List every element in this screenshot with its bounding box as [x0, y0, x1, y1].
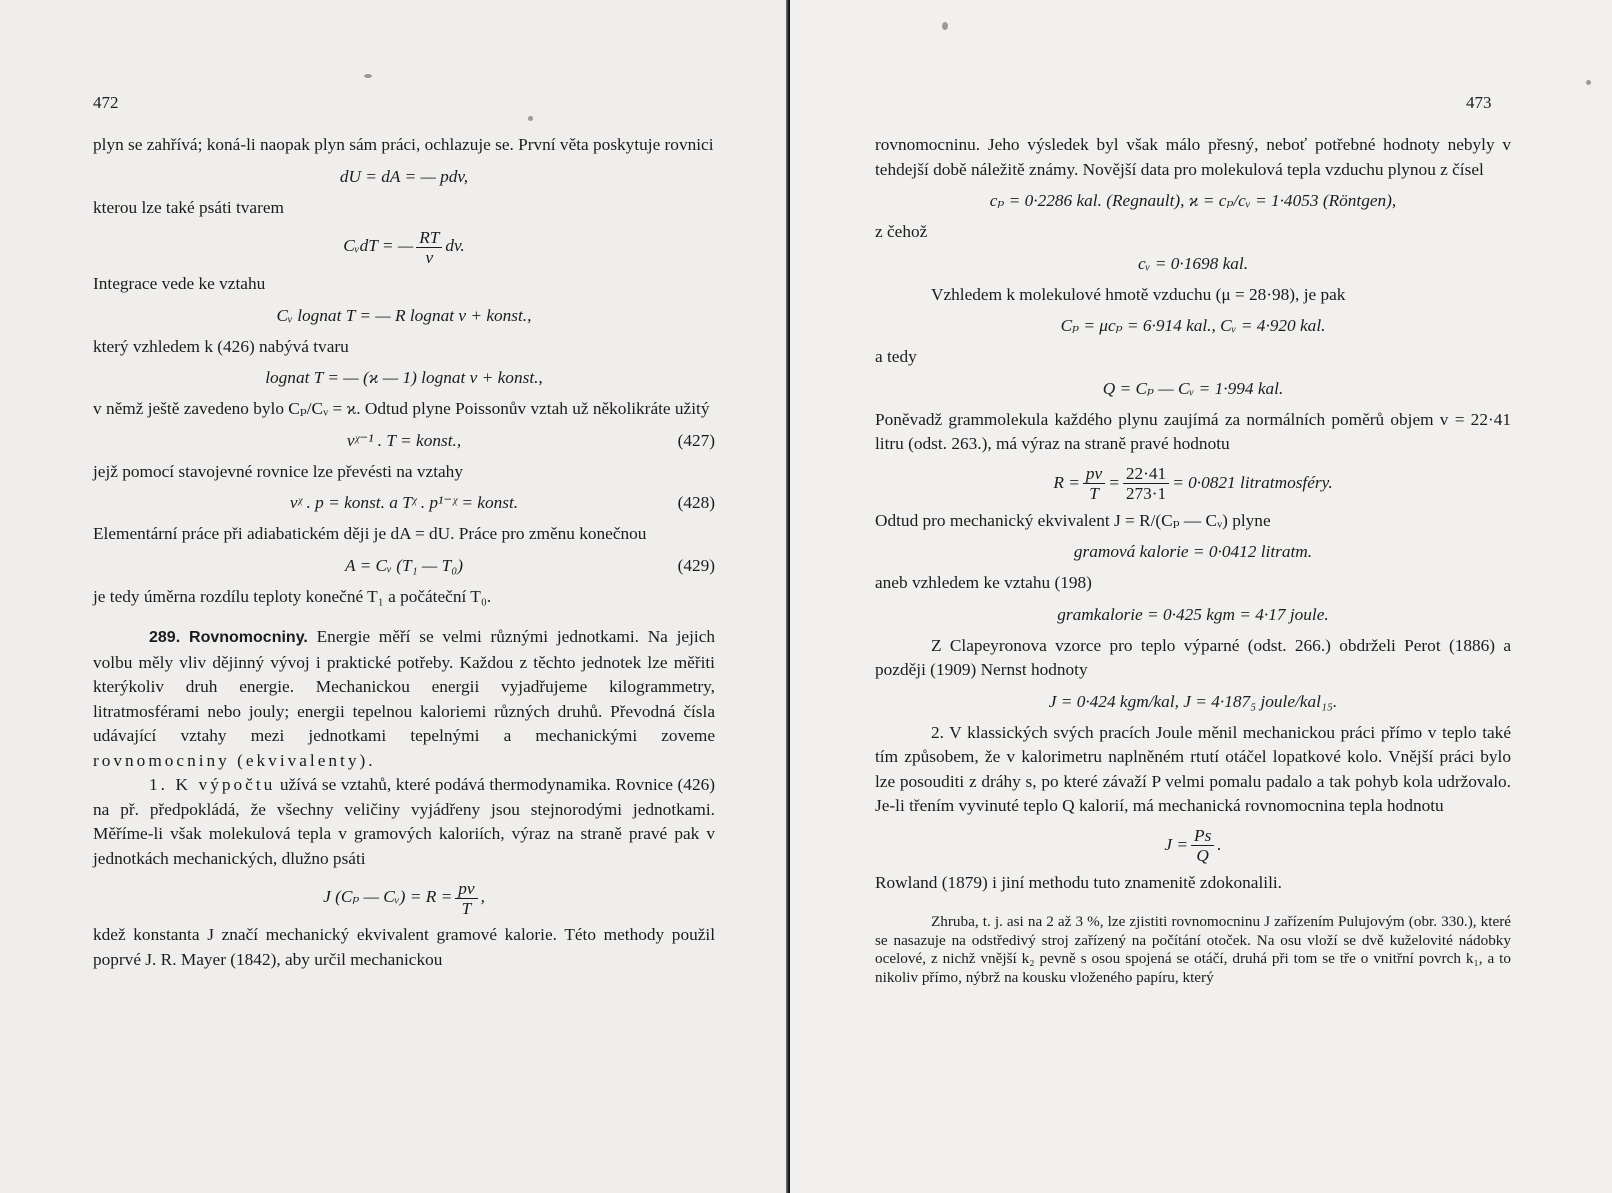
paragraph: 1. K výpočtu užívá se vztahů, které podává thermodynamika. Rovnice (426) na př. předpokládá, že všechny veličiny vyjádřeny jsou stejnorodými jednotkami. Měříme-li však molekulová tepla v gramových kaloriích, výraz na straně pravé pak v jednotkách mechanických, dlužno psáti	[93, 775, 715, 868]
equation: Cᵥ lognat T = — R lognat v + konst.,	[276, 305, 532, 325]
equation: dU = dA = — pdv,	[339, 166, 469, 186]
paragraph: Rowland (1879) i jiní methodu tuto znamenitě zdokonalili.	[875, 872, 1282, 892]
paragraph: rovnomocninu. Jeho výsledek byl však málo přesný, neboť potřebné hodnoty nebyly v tehdejší době náležitě známy. Novější data pro molekulová tepla vzduchu plynou z čísel	[875, 135, 1511, 179]
equation-number: (428)	[677, 493, 715, 512]
fraction	[1083, 464, 1105, 503]
equation-rhs: dv.	[445, 236, 465, 255]
numerator: pv	[455, 879, 477, 899]
paragraph: Elementární práce při adiabatickém ději je dA = dU. Práce pro změnu konečnou	[93, 524, 647, 543]
numerator: Ps	[1191, 826, 1214, 846]
paragraph: Z Clapeyronova vzorce pro teplo výparné (odst. 266.) obdrželi Perot (1886) a později (1909) Nernst hodnoty	[875, 635, 1511, 679]
paragraph: Integrace vede ke vztahu	[93, 274, 266, 293]
paragraph: plyn se zahřívá; koná-li naopak plyn sám práci, ochlazuje se. První věta poskytuje rovnici	[93, 135, 714, 154]
paragraph: Vzhledem k molekulové hmotě vzduchu (μ = 28·98), je pak	[931, 284, 1346, 304]
paragraph: který vzhledem k (426) nabývá tvaru	[93, 336, 349, 356]
equation-rhs: = 0·0821 litratmosféry.	[1172, 472, 1333, 492]
equation-rhs: .	[1217, 834, 1222, 854]
section-paragraph: 289. Rovnomocniny. Energie měří se velmi různými jednotkami. Na jejich volbu měly vliv dějinný vývoj i praktické potřeby. Každou z těchto jednotek lze měřiti kterýkoliv druh energie. Mechanickou energii vyjadřujeme kilogrammetry, litratmosférami nebo jouly; energii tepelnou kaloriemi různých druhů. Převodná čísla udávající vztahy mezi jednotkami tepelnými a mechanickými zoveme rovnomocniny (ekvivalenty).	[93, 627, 716, 770]
equation: lognat T = — (ϰ — 1) lognat v + konst.,	[265, 368, 543, 387]
paragraph: kdež konstanta J značí mechanický ekvivalent gramové kalorie. Této methody použil poprvé J. R. Mayer (1842), aby určil mechanickou	[93, 925, 715, 969]
page-number: 473	[1466, 93, 1492, 112]
equation-body: vᵡ⁻¹ . T = konst.,	[346, 430, 462, 450]
numerator: RT	[416, 228, 442, 248]
paragraph: aneb vzhledem ke vztahu (198)	[875, 573, 1092, 592]
page-number: 472	[93, 93, 119, 112]
equation	[875, 457, 1511, 509]
left-page	[0, 0, 790, 1193]
equation-mid: =	[1108, 472, 1120, 492]
left-text-column	[93, 133, 715, 972]
equation: J = 0·424 kgm/kal, J = 4·187₅ joule/kal₁₅.	[1048, 691, 1338, 711]
paper-speck	[942, 22, 948, 30]
fraction	[1191, 826, 1214, 865]
equation-body: vᵡ . p = konst. a Tᵡ . p¹⁻ᵡ = konst.	[289, 493, 519, 512]
equation: gramkalorie = 0·425 kgm = 4·17 joule.	[1057, 604, 1329, 624]
equation	[93, 484, 715, 522]
paragraph: Odtud pro mechanický ekvivalent J = R/(Cₚ — Cᵥ) plyne	[875, 510, 1271, 530]
equation-body: A = Cᵥ (T₁ — T₀)	[345, 555, 463, 575]
equation-lhs: CᵥdT = —	[343, 236, 414, 255]
denominator: T	[461, 898, 472, 918]
fraction	[1123, 464, 1169, 503]
numerator: 22·41	[1123, 464, 1169, 484]
equation: cₚ = 0·2286 kal. (Regnault), ϰ = cₚ/cᵥ = 1·4053 (Röntgen),	[989, 191, 1397, 210]
paragraph: Poněvadž grammolekula každého plynu zaujímá za normálních poměrů objem v = 22·41 litru (odst. 263.), má výraz na straně pravé hodnotu	[875, 409, 1511, 453]
denominator: 273·1	[1125, 484, 1167, 504]
numerator: pv	[1083, 464, 1105, 484]
denominator: Q	[1196, 846, 1209, 866]
right-text-column	[875, 133, 1511, 987]
equation	[875, 819, 1511, 871]
spaced-term: rovnomocniny (ekvivalenty).	[93, 750, 376, 770]
equation-number: (427)	[677, 430, 715, 450]
equation-lhs: J =	[1164, 834, 1189, 854]
paper-speck	[528, 116, 533, 121]
equation: Q = Cₚ — Cᵥ = 1·994 kal.	[1102, 378, 1284, 398]
equation	[93, 547, 715, 585]
equation: Cₚ = μcₚ = 6·914 kal., Cᵥ = 4·920 kal.	[1060, 316, 1326, 335]
paragraph: 2. V klassických svých pracích Joule měnil mechanickou práci přímo v teplo také tím způsobem, že v kalorimetru naplněném rtutí otáčel lopatkové kolo. Vnější práci bylo lze posouditi z dráhy s, po které závaží P velmi pomalu padalo a tak pohyb kola udržovalo. Je-li třením vyvinuté teplo Q kalorií, má mechanická rovnomocnina tepla hodnotu	[875, 722, 1511, 815]
paragraph: jejž pomocí stavojevné rovnice lze převésti na vztahy	[93, 461, 463, 481]
footnote-paragraph: Zhruba, t. j. asi na 2 až 3 %, lze zjistiti rovnomocninu J zařízením Pulujovým (obr. 330.), které se nasazuje na odstředivý stroj zařízený na počítání otoček. Na osu vloží se dvě kuželovité nádobky ocelové, z nichž vnější k₂ pevně s osou spojená se otáčí, druhá při tom se tře o vnitřní povrch k₁, a to nikoliv přímo, nýbrž na kousku vloženého papíru, který	[875, 913, 1511, 986]
denominator: T	[1089, 484, 1099, 504]
paragraph: je tedy úměrna rozdílu teploty konečné T₁ a počáteční T₀.	[93, 586, 492, 606]
fraction	[416, 228, 442, 267]
equation: gramová kalorie = 0·0412 litratm.	[1073, 542, 1313, 561]
paper-speck	[1586, 80, 1591, 85]
paragraph: a tedy	[875, 347, 917, 366]
equation	[93, 422, 715, 460]
right-page	[790, 0, 1612, 1193]
paragraph: kterou lze také psáti tvarem	[93, 197, 284, 217]
equation-number: (429)	[677, 555, 715, 575]
equation-rhs: ,	[480, 887, 485, 906]
equation	[93, 871, 715, 923]
paper-speck	[364, 74, 372, 78]
equation	[93, 220, 715, 272]
paragraph: z čehož	[875, 222, 928, 241]
equation-lhs: R =	[1053, 472, 1080, 492]
paragraph: v němž ještě zavedeno bylo Cₚ/Cᵥ = ϰ. Odtud plyne Poissonův vztah už několikráte užitý	[93, 399, 710, 418]
equation-lhs: J (Cₚ — Cᵥ) = R =	[323, 887, 453, 906]
fraction	[455, 879, 477, 918]
equation: cᵥ = 0·1698 kal.	[1137, 253, 1249, 273]
denominator: v	[425, 247, 434, 267]
section-heading: 289. Rovnomocniny.	[149, 629, 308, 646]
spaced-lead: 1. K výpočtu	[149, 775, 276, 794]
